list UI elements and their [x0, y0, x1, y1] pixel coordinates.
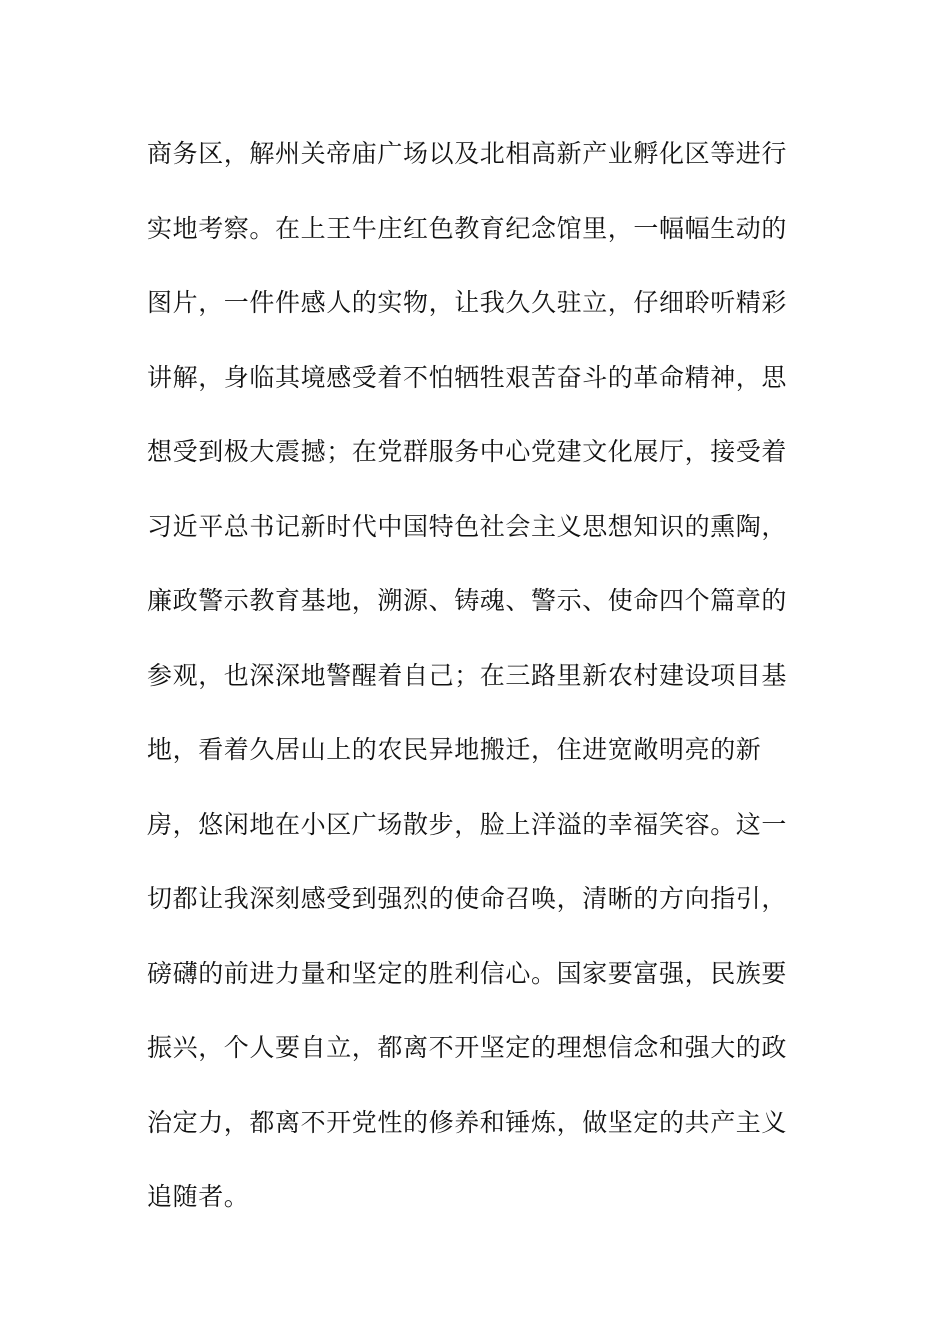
body-paragraph: [147, 126, 787, 1244]
text-line: 讲解，身临其境感受着不怕牺牲艰苦奋斗的革命精神，思: [147, 362, 788, 392]
text-line: 想受到极大震撼；在党群服务中心党建文化展厅，接受着: [147, 437, 788, 466]
text-line: 实地考察。在上王牛庄红色教育纪念馆里，一幅幅生动的: [147, 213, 788, 243]
text-line: 图片，一件件感人的实物，让我久久驻立，仔细聆听精彩: [147, 288, 788, 317]
text-line: 地，看着久居山上的农民异地搬迁，住进宽敞明亮的新: [147, 735, 762, 764]
text-line: 习近平总书记新时代中国特色社会主义思想知识的熏陶，: [147, 511, 788, 541]
text-line: 廉政警示教育基地，溯源、铸魂、警示、使命四个篇章的: [147, 586, 788, 615]
text-line: 治定力，都离不开党性的修养和锤炼，做坚定的共产主义: [147, 1107, 788, 1137]
text-line: 追随者。: [147, 1182, 250, 1211]
text-line: 切都让我深刻感受到强烈的使命召唤，清晰的方向指引，: [147, 884, 788, 913]
text-line: 振兴，个人要自立，都离不开坚定的理想信念和强大的政: [147, 1033, 788, 1062]
text-line: 房，悠闲地在小区广场散步，脸上洋溢的幸福笑容。这一: [147, 809, 788, 839]
text-line: 磅礴的前进力量和坚定的胜利信心。国家要富强，民族要: [147, 958, 788, 988]
text-line: 参观，也深深地警醒着自己；在三路里新农村建设项目基: [147, 660, 788, 690]
text-line: 商务区，解州关帝庙广场以及北相高新产业孵化区等进行: [147, 139, 788, 168]
